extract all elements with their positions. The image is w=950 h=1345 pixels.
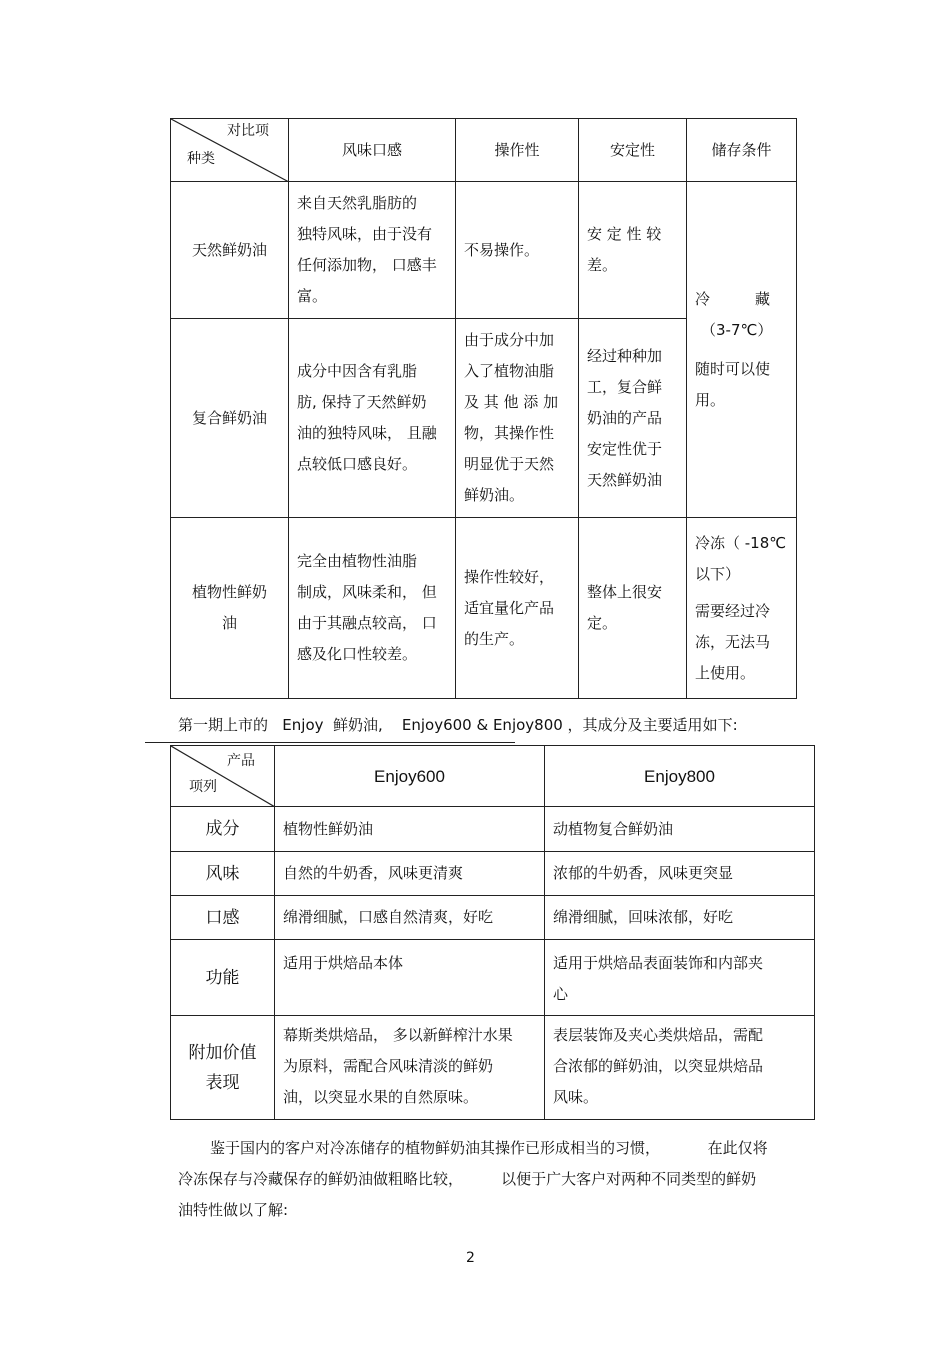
text-line: 表层装饰及夹心类烘焙品，需配 xyxy=(553,1026,764,1044)
cell-b xyxy=(545,1016,815,1120)
text-line: 以下） xyxy=(695,564,741,583)
cell-b xyxy=(545,940,815,1016)
cell-a: 植物性鲜奶油 xyxy=(275,807,545,852)
cell-a: 绵滑细腻，口感自然清爽，好吃 xyxy=(275,896,545,940)
text-line: 需要经过冷 xyxy=(695,601,771,620)
text-line: 心 xyxy=(553,985,569,1003)
text-line: 完全由植物性油脂 xyxy=(297,552,418,570)
row-label: 口感 xyxy=(171,896,275,940)
text-line: 任何添加物， 口感丰 xyxy=(297,256,437,274)
text-line: 成分中因含有乳脂 xyxy=(297,362,418,380)
text-line: 适用于烘焙品本体 xyxy=(283,954,404,972)
diagonal-header-cell xyxy=(171,119,289,182)
text-line: 随时可以使 xyxy=(695,359,771,378)
text-line: 为原料，需配合风味清淡的鲜奶 xyxy=(283,1057,494,1075)
text-line: 奶油的产品 xyxy=(587,408,663,427)
text-line: 天然鲜奶油 xyxy=(587,470,663,489)
cell-b: 动植物复合鲜奶油 xyxy=(545,807,815,852)
text-line: 及 其 他 添 加 xyxy=(464,393,559,411)
text-line: 油，以突显水果的自然原味。 xyxy=(283,1088,479,1106)
text-line: 安 定 性 较 xyxy=(587,225,662,243)
text-line: 油特性做以了解: xyxy=(178,1201,289,1219)
text-line: 感及化口性较差。 xyxy=(297,645,418,663)
cell-a xyxy=(275,1016,545,1120)
row-type-compound: 复合鲜奶油 xyxy=(171,319,289,518)
text-line: 油的独特风味， 且融 xyxy=(297,424,437,442)
diag-top-label: 对比项 xyxy=(227,123,269,139)
header-storage: 储存条件 xyxy=(687,119,797,182)
cell-flavor-natural xyxy=(289,182,456,319)
text-line: 鉴于国内的客户对冷冻储存的植物鲜奶油其操作已形成相当的习惯， 在此仅将 xyxy=(210,1139,768,1157)
text-line: 工，复合鲜 xyxy=(587,377,663,396)
cell-flavor-vegetable xyxy=(289,518,456,699)
text-line: 独特风味，由于没有 xyxy=(297,225,433,243)
page-number: 2 xyxy=(466,1250,475,1266)
row-label: 功能 xyxy=(171,940,275,1016)
text-line: 冷冻保存与冷藏保存的鲜奶油做粗略比较， 以便于广大客户对两种不同类型的鲜奶 xyxy=(178,1170,757,1188)
diagonal-header-cell xyxy=(171,746,275,807)
header-operation: 操作性 xyxy=(456,119,579,182)
text-line: 制成，风味柔和， 但 xyxy=(297,583,437,601)
text-line: 油 xyxy=(221,614,237,632)
cell-operation-natural xyxy=(456,182,579,319)
text-line: 幕斯类烘焙品， 多以新鲜榨汁水果 xyxy=(283,1026,513,1044)
cell-operation-vegetable xyxy=(456,518,579,699)
cell-stability-compound xyxy=(579,319,687,518)
header-flavor: 风味口感 xyxy=(289,119,456,182)
text-line: 冷 藏 xyxy=(695,289,771,308)
text-line: 附加价值 xyxy=(188,1042,257,1063)
row-label xyxy=(171,1016,275,1120)
text-line: 适用于烘焙品表面装饰和内部夹 xyxy=(553,954,764,972)
text-line: 的生产。 xyxy=(464,629,525,648)
text-line: 操作性较好， xyxy=(464,567,555,586)
body-paragraph xyxy=(178,1133,798,1226)
row-label: 风味 xyxy=(171,852,275,896)
text-line: 定。 xyxy=(587,614,618,632)
cell-stability-natural xyxy=(579,182,687,319)
text-line: 明显优于天然 xyxy=(464,455,555,473)
text-line: 差。 xyxy=(587,256,618,274)
diag-top-label: 产品 xyxy=(227,753,255,769)
cell-stability-vegetable xyxy=(579,518,687,699)
text-line: 点较低口感良好。 xyxy=(297,455,418,473)
text-line: 由于其融点较高， 口 xyxy=(297,614,437,632)
text-line: 上使用。 xyxy=(695,663,756,682)
cell-a: 自然的牛奶香，风味更清爽 xyxy=(275,852,545,896)
cell-b: 绵滑细腻，回味浓郁，好吃 xyxy=(545,896,815,940)
text-line: 合浓郁的鲜奶油，以突显烘焙品 xyxy=(553,1057,764,1075)
text-line: 表现 xyxy=(205,1072,240,1093)
diagonal-line xyxy=(171,746,275,807)
text-line: （3-7℃） xyxy=(701,320,773,339)
text-line: 冷冻（ -18℃ xyxy=(695,533,787,552)
product-table xyxy=(170,745,815,1120)
header-stability: 安定性 xyxy=(579,119,687,182)
text-line: 鲜奶油。 xyxy=(464,486,525,504)
cell-storage-frozen xyxy=(687,518,797,699)
table2-caption: 第一期上市的 Enjoy 鲜奶油, Enjoy600 & Enjoy800 ，其成分及主要适用如下: xyxy=(178,716,738,734)
cell-operation-compound xyxy=(456,319,579,518)
cell-a xyxy=(275,940,545,1016)
text-line: 经过种种加 xyxy=(587,346,663,365)
header-enjoy800: Enjoy800 xyxy=(545,746,815,807)
text-line: 冻，无法马 xyxy=(695,632,771,651)
header-enjoy600: Enjoy600 xyxy=(275,746,545,807)
text-line: 物，其操作性 xyxy=(464,424,555,442)
comparison-table xyxy=(170,118,797,699)
text-line: 富。 xyxy=(297,287,328,305)
text-line: 风味。 xyxy=(553,1088,599,1106)
text-line: 整体上很安 xyxy=(587,583,663,601)
text-line: 由于成分中加 xyxy=(464,331,555,349)
text-line: 适宜量化产品 xyxy=(464,598,555,617)
row-type-vegetable xyxy=(171,518,289,699)
row-type-natural: 天然鲜奶油 xyxy=(171,182,289,319)
cell-storage-chilled xyxy=(687,182,797,518)
text-line: 用。 xyxy=(695,390,726,409)
diag-bottom-label: 项列 xyxy=(189,779,217,795)
text-line: 肪, 保持了天然鲜奶 xyxy=(297,393,427,411)
row-label: 成分 xyxy=(171,807,275,852)
text-line: 植物性鲜奶 xyxy=(191,583,267,601)
text-line: 不易操作。 xyxy=(464,240,540,259)
text-line: 入了植物油脂 xyxy=(464,362,555,380)
text-line: 来自天然乳脂肪的 xyxy=(297,194,418,212)
diag-bottom-label: 种类 xyxy=(187,151,215,167)
caption-rule xyxy=(145,742,515,743)
text-line: 安定性优于 xyxy=(587,439,663,458)
cell-b: 浓郁的牛奶香，风味更突显 xyxy=(545,852,815,896)
cell-flavor-compound xyxy=(289,319,456,518)
